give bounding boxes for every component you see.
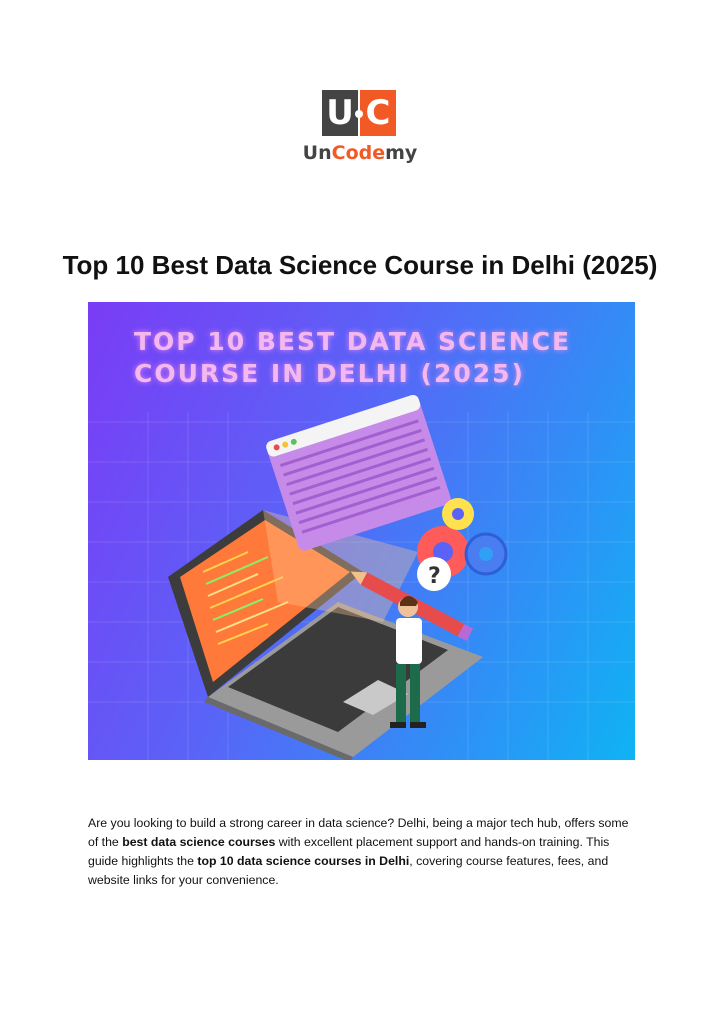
page-title: Top 10 Best Data Science Course in Delhi (2025) bbox=[62, 250, 658, 280]
logo-word-un: Un bbox=[302, 142, 332, 164]
question-mark-icon: ? bbox=[428, 564, 441, 589]
question-bubble bbox=[417, 557, 451, 591]
intro-text-2: with excellent placement support and hands-on training. This guide highlights the bbox=[88, 835, 610, 868]
logo-letter-c: C bbox=[360, 90, 396, 136]
logo-wordmark bbox=[300, 142, 420, 164]
intro-bold-2: top 10 data science courses in Delhi bbox=[197, 854, 410, 868]
intro-bold-1: best data science courses bbox=[122, 835, 276, 849]
code-window bbox=[265, 393, 453, 552]
banner-headline-line1: TOP 10 BEST DATA SCIENCE bbox=[134, 327, 572, 356]
intro-text-1: Are you looking to build a strong career in data science? Delhi, being a major tech hub, offers some of the bbox=[88, 816, 629, 849]
banner-headline-line2: COURSE IN DELHI (2025) bbox=[134, 359, 525, 388]
logo-letter-u: U bbox=[322, 90, 358, 136]
intro-text-3: , covering course features, fees, and website links for your convenience. bbox=[88, 854, 609, 887]
logo-word-my: my bbox=[385, 142, 418, 164]
intro-paragraph bbox=[88, 814, 636, 890]
banner-image bbox=[88, 302, 635, 760]
logo-mark bbox=[322, 90, 396, 136]
logo-dot bbox=[355, 110, 363, 118]
logo-word-code: Code bbox=[331, 142, 386, 164]
banner-headline bbox=[134, 326, 614, 390]
uncodemy-logo bbox=[300, 90, 420, 170]
